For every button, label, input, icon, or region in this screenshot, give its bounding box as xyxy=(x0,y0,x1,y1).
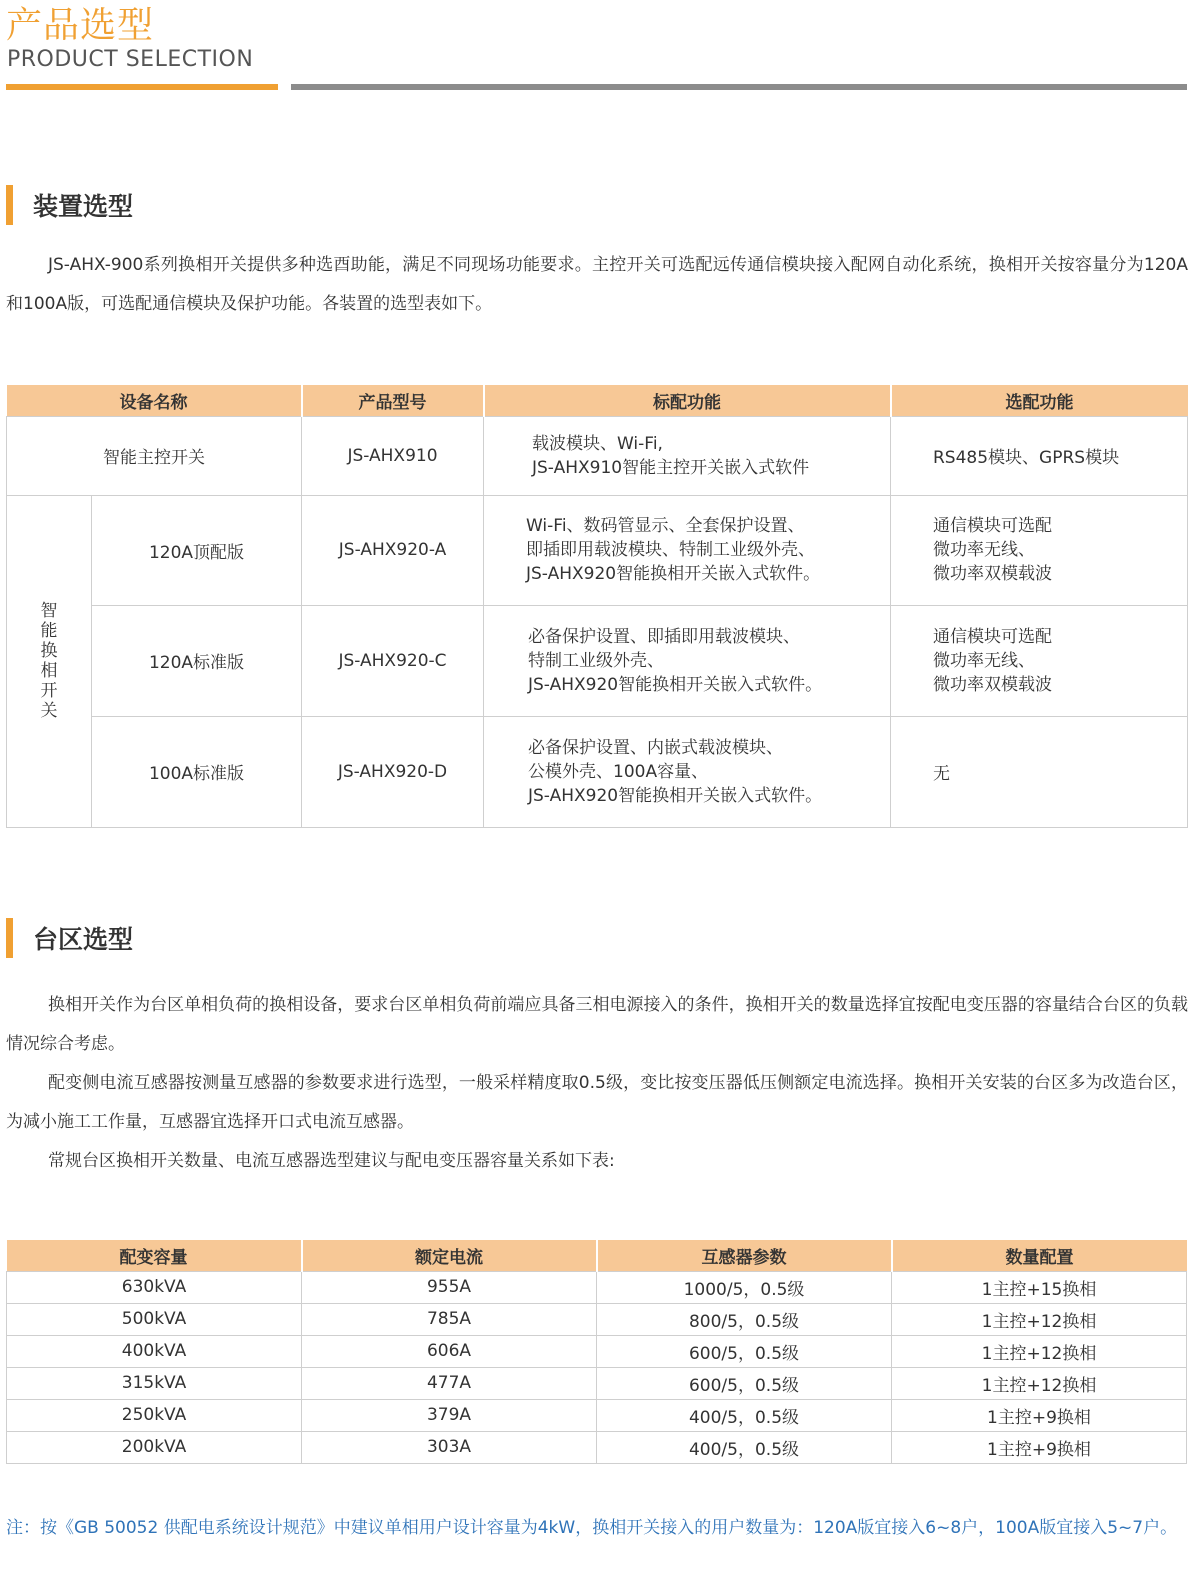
table-row xyxy=(7,1335,1187,1367)
device-intro-text: JS-AHX-900系列换相开关提供多种选酉助能，满足不同现场功能要求。主控开关可选配远传通信模块接入配网自动化系统，换相开关按容量分为120A和100A版，可选配通信模块及保护功能。各装置的选型表如下。 xyxy=(6,255,1188,314)
header-model: 产品型号 xyxy=(302,385,484,416)
cell-capacity: 400kVA xyxy=(7,1335,302,1367)
cell-capacity: 315kVA xyxy=(7,1367,302,1399)
header-device-name: 设备名称 xyxy=(7,385,302,416)
table-row xyxy=(7,1431,1187,1463)
cell-quantity: 1主控+12换相 xyxy=(892,1367,1187,1399)
area-selection-table xyxy=(6,1240,1187,1464)
device-intro xyxy=(6,246,1188,324)
header-capacity: 配变容量 xyxy=(7,1240,302,1271)
cell-quantity: 1主控+12换相 xyxy=(892,1335,1187,1367)
cell-device-name: 智能主控开关 xyxy=(7,416,302,495)
cell-quantity: 1主控+9换相 xyxy=(892,1399,1187,1431)
header-rated-current: 额定电流 xyxy=(302,1240,597,1271)
title-underline-accent xyxy=(6,84,278,90)
cell-rated-current: 955A xyxy=(302,1271,597,1303)
cell-capacity: 250kVA xyxy=(7,1399,302,1431)
table-row xyxy=(7,416,1188,495)
cell-standard: 必备保护设置、即插即用载波模块、 特制工业级外壳、 JS-AHX920智能换相开关嵌入式软件。 xyxy=(484,605,891,716)
cell-rated-current: 477A xyxy=(302,1367,597,1399)
device-section-title: 装置选型 xyxy=(33,192,134,221)
area-section-title: 台区选型 xyxy=(33,925,134,954)
group-label-cell xyxy=(7,495,92,827)
cell-rated-current: 379A xyxy=(302,1399,597,1431)
page-title: 产品选型 xyxy=(6,5,155,46)
footnote xyxy=(6,1515,1188,1541)
cell-ct-params: 600/5，0.5级 xyxy=(597,1367,892,1399)
header-optional: 选配功能 xyxy=(891,385,1188,416)
table-row xyxy=(7,1271,1187,1303)
cell-optional: 通信模块可选配 微功率无线、 微功率双模载波 xyxy=(891,495,1188,605)
section-marker xyxy=(6,918,13,958)
table-row xyxy=(7,1367,1187,1399)
group-label: 智能换相开关 xyxy=(40,601,58,721)
section-marker xyxy=(6,185,13,225)
area-paragraph-3: 常规台区换相开关数量、电流互感器选型建议与配电变压器容量关系如下表: xyxy=(48,1151,615,1171)
header-standard: 标配功能 xyxy=(484,385,891,416)
cell-capacity: 630kVA xyxy=(7,1271,302,1303)
cell-ct-params: 400/5，0.5级 xyxy=(597,1431,892,1463)
header-quantity: 数量配置 xyxy=(892,1240,1187,1271)
table-row xyxy=(7,495,1188,605)
cell-quantity: 1主控+9换相 xyxy=(892,1431,1187,1463)
cell-quantity: 1主控+15换相 xyxy=(892,1271,1187,1303)
cell-version: 120A顶配版 xyxy=(92,495,302,605)
table-header-row xyxy=(7,1240,1187,1271)
cell-ct-params: 600/5，0.5级 xyxy=(597,1335,892,1367)
table-header-row xyxy=(7,385,1188,416)
cell-standard: Wi-Fi、数码管显示、全套保护设置、 即插即用载波模块、特制工业级外壳、 JS-AHX920智能换相开关嵌入式软件。 xyxy=(484,495,891,605)
cell-model: JS-AHX920-A xyxy=(302,495,484,605)
cell-ct-params: 800/5，0.5级 xyxy=(597,1303,892,1335)
table-row xyxy=(7,716,1188,827)
cell-standard: 载波模块、Wi-Fi, JS-AHX910智能主控开关嵌入式软件 xyxy=(484,416,891,495)
cell-optional: 无 xyxy=(891,716,1188,827)
device-section-heading xyxy=(6,185,133,225)
area-intro xyxy=(6,986,1188,1181)
cell-ct-params: 1000/5，0.5级 xyxy=(597,1271,892,1303)
cell-model: JS-AHX920-D xyxy=(302,716,484,827)
cell-version: 100A标准版 xyxy=(92,716,302,827)
page-subtitle: PRODUCT SELECTION xyxy=(7,47,254,72)
cell-capacity: 200kVA xyxy=(7,1431,302,1463)
footnote-text: 注：按《GB 50052 供配电系统设计规范》中建议单相用户设计容量为4kW，换相开关接入的用户数量为：120A版宜接入6~8户，100A版宜接入5~7户。 xyxy=(6,1518,1178,1538)
table-row xyxy=(7,1399,1187,1431)
cell-optional: 通信模块可选配 微功率无线、 微功率双模载波 xyxy=(891,605,1188,716)
cell-rated-current: 785A xyxy=(302,1303,597,1335)
cell-model: JS-AHX910 xyxy=(302,416,484,495)
area-paragraph-2: 配变侧电流互感器按测量互感器的参数要求进行选型，一般采样精度取0.5级，变比按变压器低压侧额定电流选择。换相开关安装的台区多为改造台区，为减小施工工作量，互感器宜选择开口式电流互感器。 xyxy=(6,1073,1188,1132)
cell-model: JS-AHX920-C xyxy=(302,605,484,716)
header-ct-params: 互感器参数 xyxy=(597,1240,892,1271)
title-underline-divider xyxy=(291,84,1187,90)
cell-rated-current: 606A xyxy=(302,1335,597,1367)
device-selection-table xyxy=(6,385,1188,828)
area-section-heading xyxy=(6,918,133,958)
table-row xyxy=(7,605,1188,716)
cell-standard: 必备保护设置、内嵌式载波模块、 公模外壳、100A容量、 JS-AHX920智能换相开关嵌入式软件。 xyxy=(484,716,891,827)
cell-quantity: 1主控+12换相 xyxy=(892,1303,1187,1335)
cell-capacity: 500kVA xyxy=(7,1303,302,1335)
area-paragraph-1: 换相开关作为台区单相负荷的换相设备，要求台区单相负荷前端应具备三相电源接入的条件，换相开关的数量选择宜按配电变压器的容量结合台区的负载情况综合考虑。 xyxy=(6,995,1188,1054)
cell-version: 120A标准版 xyxy=(92,605,302,716)
table-row xyxy=(7,1303,1187,1335)
cell-optional: RS485模块、GPRS模块 xyxy=(891,416,1188,495)
cell-rated-current: 303A xyxy=(302,1431,597,1463)
cell-ct-params: 400/5，0.5级 xyxy=(597,1399,892,1431)
